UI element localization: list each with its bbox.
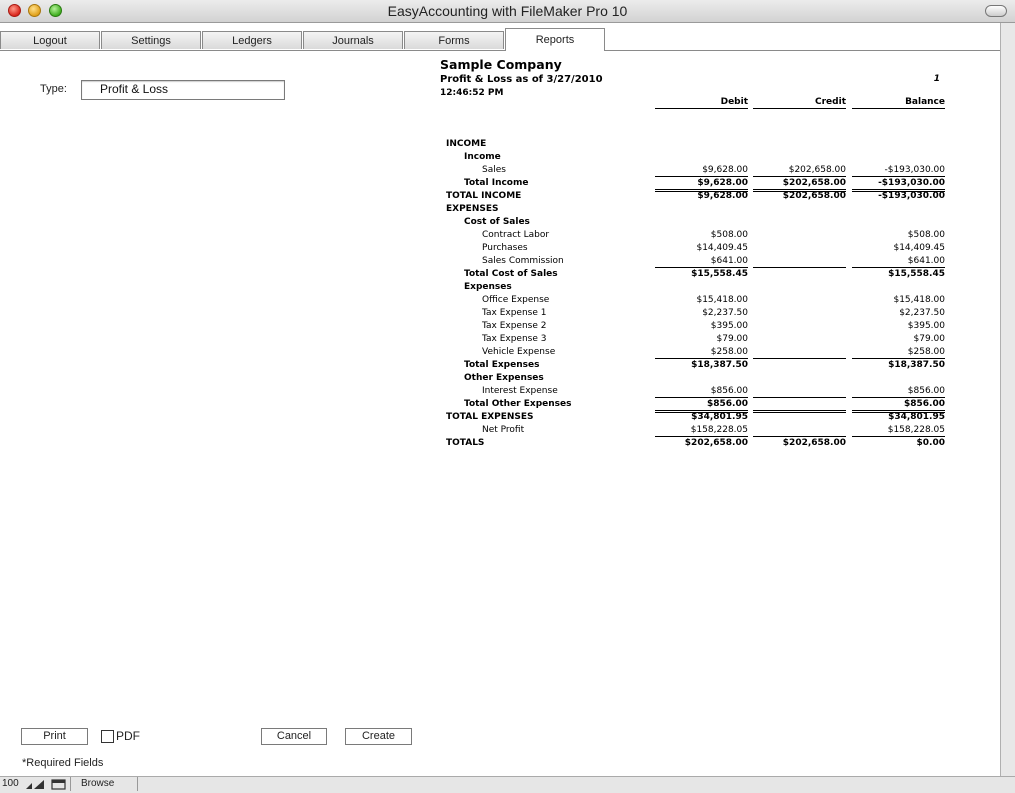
column-header-credit: Credit (753, 97, 846, 109)
row-label: Net Profit (482, 425, 525, 435)
row-credit-value (753, 373, 846, 384)
title-bar (0, 0, 1015, 23)
row-debit-value: $9,628.00 (655, 165, 748, 177)
row-debit-value: $9,628.00 (655, 178, 748, 192)
cancel-button[interactable]: Cancel (261, 728, 327, 745)
row-balance-value: $79.00 (913, 334, 945, 344)
report-row (440, 139, 950, 152)
row-balance-value: -$193,030.00 (852, 178, 945, 192)
tab-logout[interactable]: Logout (0, 31, 100, 49)
report-subtitle: Profit & Loss as of 3/27/2010 (440, 74, 603, 85)
row-balance-value (852, 217, 945, 228)
create-button[interactable]: Create (345, 728, 412, 745)
row-debit-value: $15,558.45 (691, 269, 748, 279)
row-credit-value: $202,658.00 (782, 438, 846, 448)
row-credit-value (753, 282, 846, 293)
row-debit-value (655, 204, 748, 215)
report-row (440, 386, 950, 399)
zoom-level[interactable]: 100 (2, 778, 19, 789)
row-label: Tax Expense 3 (482, 334, 547, 344)
row-balance-value: $15,558.45 (888, 269, 945, 279)
report-row (440, 412, 950, 425)
row-debit-value: $15,418.00 (696, 295, 748, 305)
row-credit-value (753, 243, 846, 254)
mode-indicator[interactable]: Browse (70, 777, 138, 791)
row-credit-value (753, 269, 846, 280)
report-row (440, 399, 950, 412)
row-credit-value (753, 204, 846, 215)
tab-forms[interactable]: Forms (404, 31, 504, 49)
row-credit-value (753, 230, 846, 241)
report-row (440, 191, 950, 204)
row-balance-value: $508.00 (907, 230, 945, 240)
required-fields-note: *Required Fields (22, 757, 104, 769)
row-credit-value (753, 217, 846, 228)
row-credit-value (753, 139, 846, 150)
row-balance-value (852, 204, 945, 215)
row-debit-value: $856.00 (655, 399, 748, 413)
tab-journals[interactable]: Journals (303, 31, 403, 49)
report-row (440, 165, 950, 178)
report-row (440, 373, 950, 386)
page-number: 1 (933, 74, 940, 84)
row-debit-value: $258.00 (655, 347, 748, 359)
row-balance-value: $395.00 (907, 321, 945, 331)
row-label: Total Income (464, 178, 529, 188)
print-button[interactable]: Print (21, 728, 88, 745)
row-debit-value: $641.00 (655, 256, 748, 268)
row-credit-value (753, 308, 846, 319)
row-label: Other Expenses (464, 373, 544, 383)
report-row (440, 178, 950, 191)
report-row (440, 256, 950, 269)
row-debit-value: $18,387.50 (691, 360, 748, 370)
row-credit-value (753, 256, 846, 268)
report-row (440, 230, 950, 243)
row-balance-value: $641.00 (852, 256, 945, 268)
row-balance-value: $18,387.50 (888, 360, 945, 370)
report-row (440, 217, 950, 230)
row-label: Contract Labor (482, 230, 550, 240)
row-balance-value: $15,418.00 (893, 295, 945, 305)
tab-ledgers[interactable]: Ledgers (202, 31, 302, 49)
row-balance-value: $14,409.45 (893, 243, 945, 253)
pdf-label: PDF (116, 729, 140, 743)
row-label: Total Other Expenses (464, 399, 572, 409)
row-debit-value (655, 139, 748, 150)
row-balance-value: $34,801.95 (888, 412, 945, 422)
row-credit-value: $202,658.00 (782, 191, 846, 201)
row-balance-value: $158,228.05 (852, 425, 945, 437)
row-balance-value (852, 282, 945, 293)
row-credit-value (753, 347, 846, 359)
row-credit-value (753, 360, 846, 371)
window-title: EasyAccounting with FileMaker Pro 10 (387, 3, 628, 19)
type-label: Type: (40, 83, 67, 95)
row-debit-value: $2,237.50 (702, 308, 748, 318)
row-debit-value: $202,658.00 (684, 438, 748, 448)
report-time: 12:46:52 PM (440, 88, 504, 98)
report-row (440, 438, 950, 451)
row-credit-value (753, 425, 846, 437)
pdf-checkbox[interactable] (101, 730, 114, 743)
row-debit-value: $9,628.00 (697, 191, 748, 201)
row-balance-value (852, 139, 945, 150)
row-debit-value (655, 282, 748, 293)
row-credit-value (753, 399, 846, 413)
report-row (440, 308, 950, 321)
row-label: Total Cost of Sales (464, 269, 558, 279)
row-debit-value: $79.00 (716, 334, 748, 344)
report-row (440, 425, 950, 438)
row-balance-value: $0.00 (916, 438, 945, 448)
report-row (440, 360, 950, 373)
row-debit-value (655, 373, 748, 384)
row-debit-value (655, 217, 748, 228)
report-row (440, 243, 950, 256)
column-header-balance: Balance (852, 97, 945, 109)
row-label: EXPENSES (446, 204, 499, 214)
report-row (440, 347, 950, 360)
row-debit-value: $158,228.05 (655, 425, 748, 437)
zoom-icons[interactable] (24, 779, 68, 790)
row-balance-value: $856.00 (852, 386, 945, 398)
row-balance-value: -$193,030.00 (878, 191, 945, 201)
company-name: Sample Company (440, 57, 562, 72)
report-row (440, 152, 950, 165)
row-debit-value: $395.00 (710, 321, 748, 331)
report-row (440, 204, 950, 217)
row-label: INCOME (446, 139, 487, 149)
tab-bar (0, 31, 1000, 51)
row-label: Interest Expense (482, 386, 558, 396)
row-debit-value: $508.00 (710, 230, 748, 240)
main-layout (0, 23, 1001, 777)
row-balance-value (852, 373, 945, 384)
report-row (440, 269, 950, 282)
report-row (440, 295, 950, 308)
report-row (440, 282, 950, 295)
row-label: Expenses (464, 282, 512, 292)
row-credit-value: $202,658.00 (753, 178, 846, 192)
row-credit-value (753, 295, 846, 306)
row-credit-value: $202,658.00 (753, 165, 846, 177)
report-row (440, 321, 950, 334)
row-credit-value (753, 412, 846, 423)
status-bar (0, 776, 1015, 793)
row-debit-value (655, 152, 748, 163)
row-label: Purchases (482, 243, 528, 253)
row-debit-value: $14,409.45 (696, 243, 748, 253)
row-label: TOTAL INCOME (446, 191, 522, 201)
row-balance-value: $2,237.50 (899, 308, 945, 318)
row-label: Total Expenses (464, 360, 540, 370)
row-credit-value (753, 321, 846, 332)
report-type-value: Profit & Loss (100, 82, 169, 96)
row-label: Sales Commission (482, 256, 564, 266)
row-label: Vehicle Expense (482, 347, 556, 357)
column-header-debit: Debit (655, 97, 748, 109)
row-credit-value (753, 386, 846, 398)
tab-reports[interactable]: Reports (505, 28, 605, 51)
row-label: Office Expense (482, 295, 550, 305)
toolbar-toggle-button[interactable] (985, 5, 1007, 17)
row-balance-value: $856.00 (852, 399, 945, 413)
row-label: Tax Expense 1 (482, 308, 547, 318)
row-debit-value: $856.00 (655, 386, 748, 398)
row-credit-value (753, 334, 846, 345)
row-label: TOTAL EXPENSES (446, 412, 534, 422)
row-balance-value: $258.00 (852, 347, 945, 359)
row-balance-value: -$193,030.00 (852, 165, 945, 177)
tab-settings[interactable]: Settings (101, 31, 201, 49)
report-row (440, 334, 950, 347)
row-credit-value (753, 152, 846, 163)
row-label: Cost of Sales (464, 217, 530, 227)
row-label: Income (464, 152, 501, 162)
row-label: TOTALS (446, 438, 485, 448)
row-balance-value (852, 152, 945, 163)
report-type-field[interactable] (81, 80, 285, 100)
row-label: Sales (482, 165, 506, 175)
row-debit-value: $34,801.95 (691, 412, 748, 422)
row-label: Tax Expense 2 (482, 321, 547, 331)
